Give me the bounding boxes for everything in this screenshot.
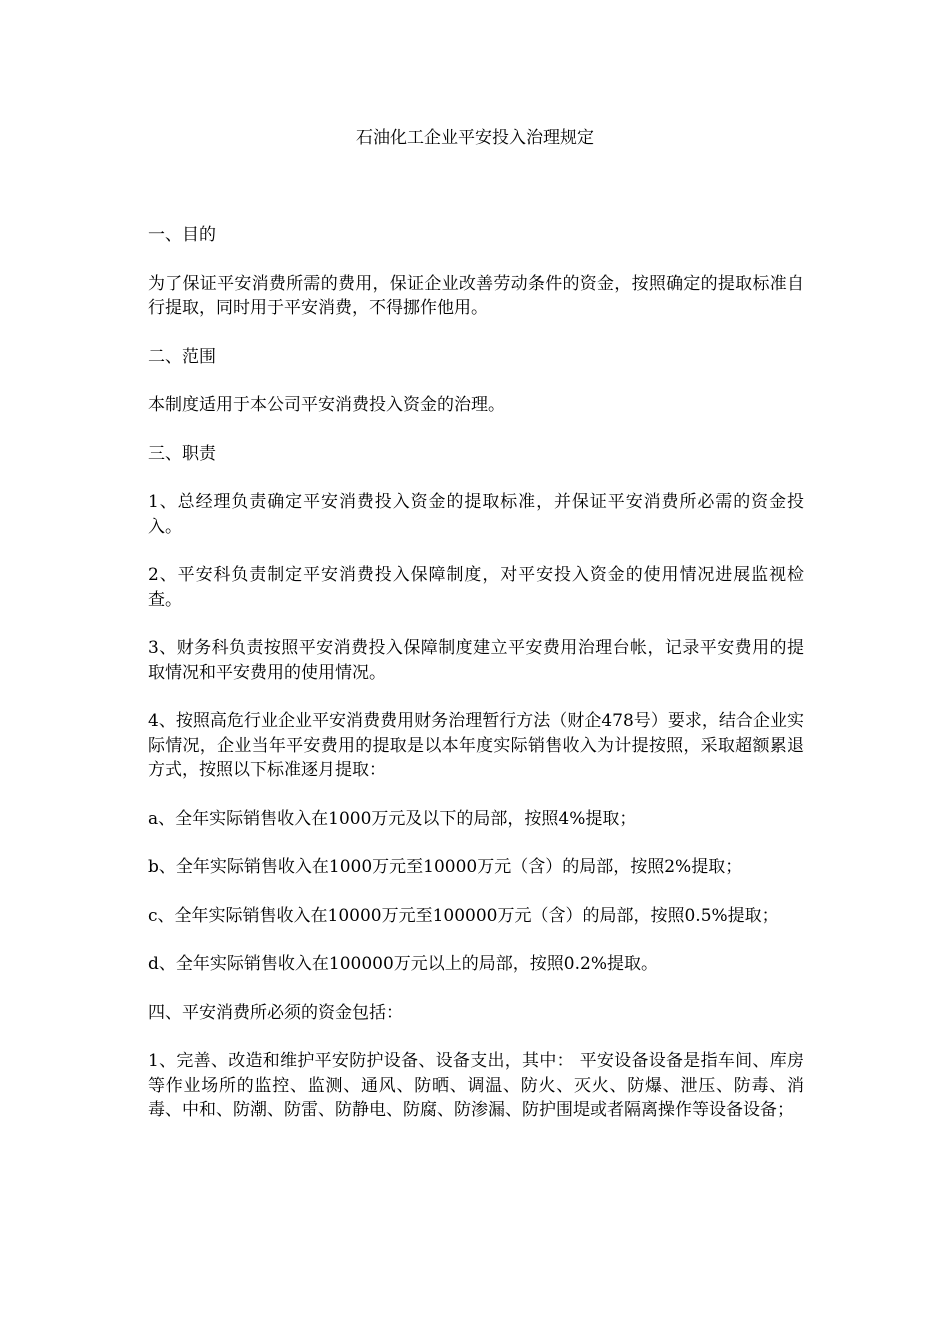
paragraph-rate-a: a、全年实际销售收入在1000万元及以下的局部，按照4%提取； <box>148 808 637 829</box>
document-body <box>148 223 804 1147</box>
paragraph-rate-b: b、全年实际销售收入在1000万元至10000万元（含）的局部，按照2%提取； <box>148 857 743 877</box>
paragraph-scope: 本制度适用于本公司平安消费投入资金的治理。 <box>148 395 505 415</box>
paragraph-required-funds-1: 1、完善、改造和维护平安防护设备、设备支出，其中： 平安设备设备是指车间、库房等作业场所的监控、监测、通风、防晒、调温、防火、灭火、防爆、泄压、防毒、消毒、中和、防潮、防雷、防静电、防腐、防渗漏、防护围堤或者隔离操作等设备设备； <box>148 1051 804 1120</box>
section-heading-required-funds: 四、平安消费所必须的资金包括： <box>148 1002 403 1023</box>
section-heading-responsibilities: 三、职责 <box>148 443 216 464</box>
section-heading-purpose: 一、目的 <box>148 225 216 245</box>
document-title: 石油化工企业平安投入治理规定 <box>356 128 594 148</box>
section-heading-scope: 二、范围 <box>148 346 216 367</box>
paragraph-rate-c: c、全年实际销售收入在10000万元至100000万元（含）的局部，按照0.5%提取； <box>148 905 779 926</box>
paragraph-responsibility-2: 2、平安科负责制定平安消费投入保障制度，对平安投入资金的使用情况进展监视检查。 <box>148 565 804 610</box>
paragraph-purpose: 为了保证平安消费所需的费用，保证企业改善劳动条件的资金，按照确定的提取标准自行提取，同时用于平安消费，不得挪作他用。 <box>148 273 804 318</box>
paragraph-responsibility-4: 4、按照高危行业企业平安消费费用财务治理暂行方法（财企478号）要求，结合企业实际情况，企业当年平安费用的提取是以本年度实际销售收入为计提按照，采取超额累退方式，按照以下标准逐月提取： <box>148 711 804 780</box>
paragraph-responsibility-3: 3、财务科负责按照平安消费投入保障制度建立平安费用治理台帐，记录平安费用的提取情况和平安费用的使用情况。 <box>148 638 804 683</box>
paragraph-responsibility-1: 1、总经理负责确定平安消费投入资金的提取标准，并保证平安消费所必需的资金投入。 <box>148 492 804 537</box>
paragraph-rate-d: d、全年实际销售收入在100000万元以上的局部，按照0.2%提取。 <box>148 954 658 974</box>
